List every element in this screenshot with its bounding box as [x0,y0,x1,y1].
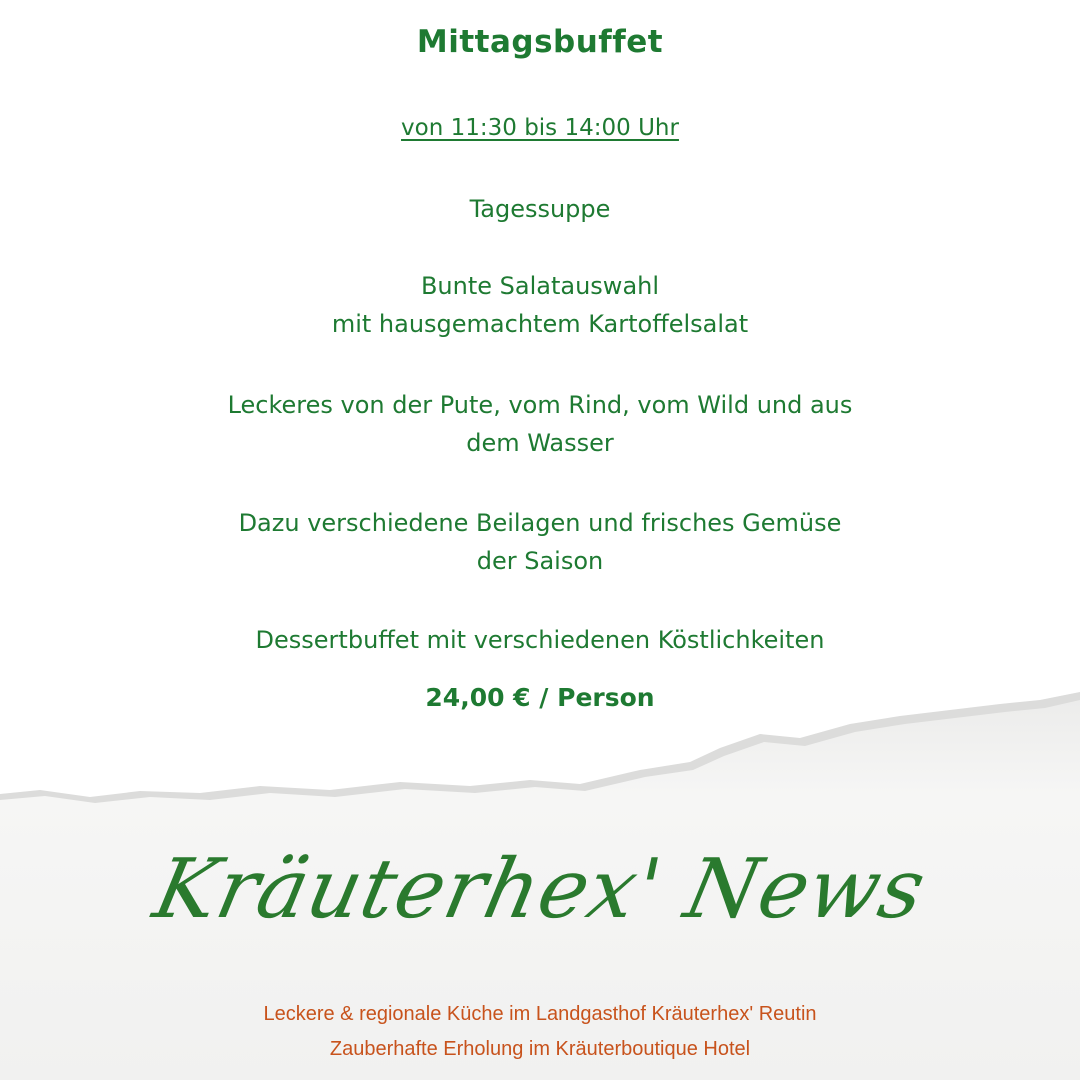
menu-item-salad [0,267,1080,343]
menu-title: Mittagsbuffet [416,24,664,60]
menu-item-line: Tagessuppe [469,195,611,223]
menu-item-soup [0,190,1080,228]
tagline-restaurant: Leckere & regionale Küche im Landgasthof Kräuterhex' Reutin [263,1003,817,1025]
menu-item-line: mit hausgemachtem Kartoffelsalat [331,310,749,338]
serving-time: von 11:30 bis 14:00 Uhr [401,115,679,141]
tagline-hotel: Zauberhafte Erholung im Kräuterboutique Hotel [329,1038,751,1060]
menu-item-dessert [0,621,1080,659]
menu-item-line: Dazu verschiedene Beilagen und frisches Gemüse [238,509,842,537]
brand-logo-script: Kräuterhex' News [146,842,934,937]
menu-item-line: der Saison [476,547,604,575]
menu-item-mains [0,386,1080,462]
menu-item-line: Leckeres von der Pute, vom Rind, vom Wild und aus [227,391,853,419]
menu-item-line: Bunte Salatauswahl [420,272,660,300]
menu-item-line: Dessertbuffet mit verschiedenen Köstlichkeiten [255,626,825,654]
menu-item-line: dem Wasser [466,429,614,457]
price-per-person: 24,00 € / Person [425,683,655,712]
menu-item-sides [0,504,1080,580]
